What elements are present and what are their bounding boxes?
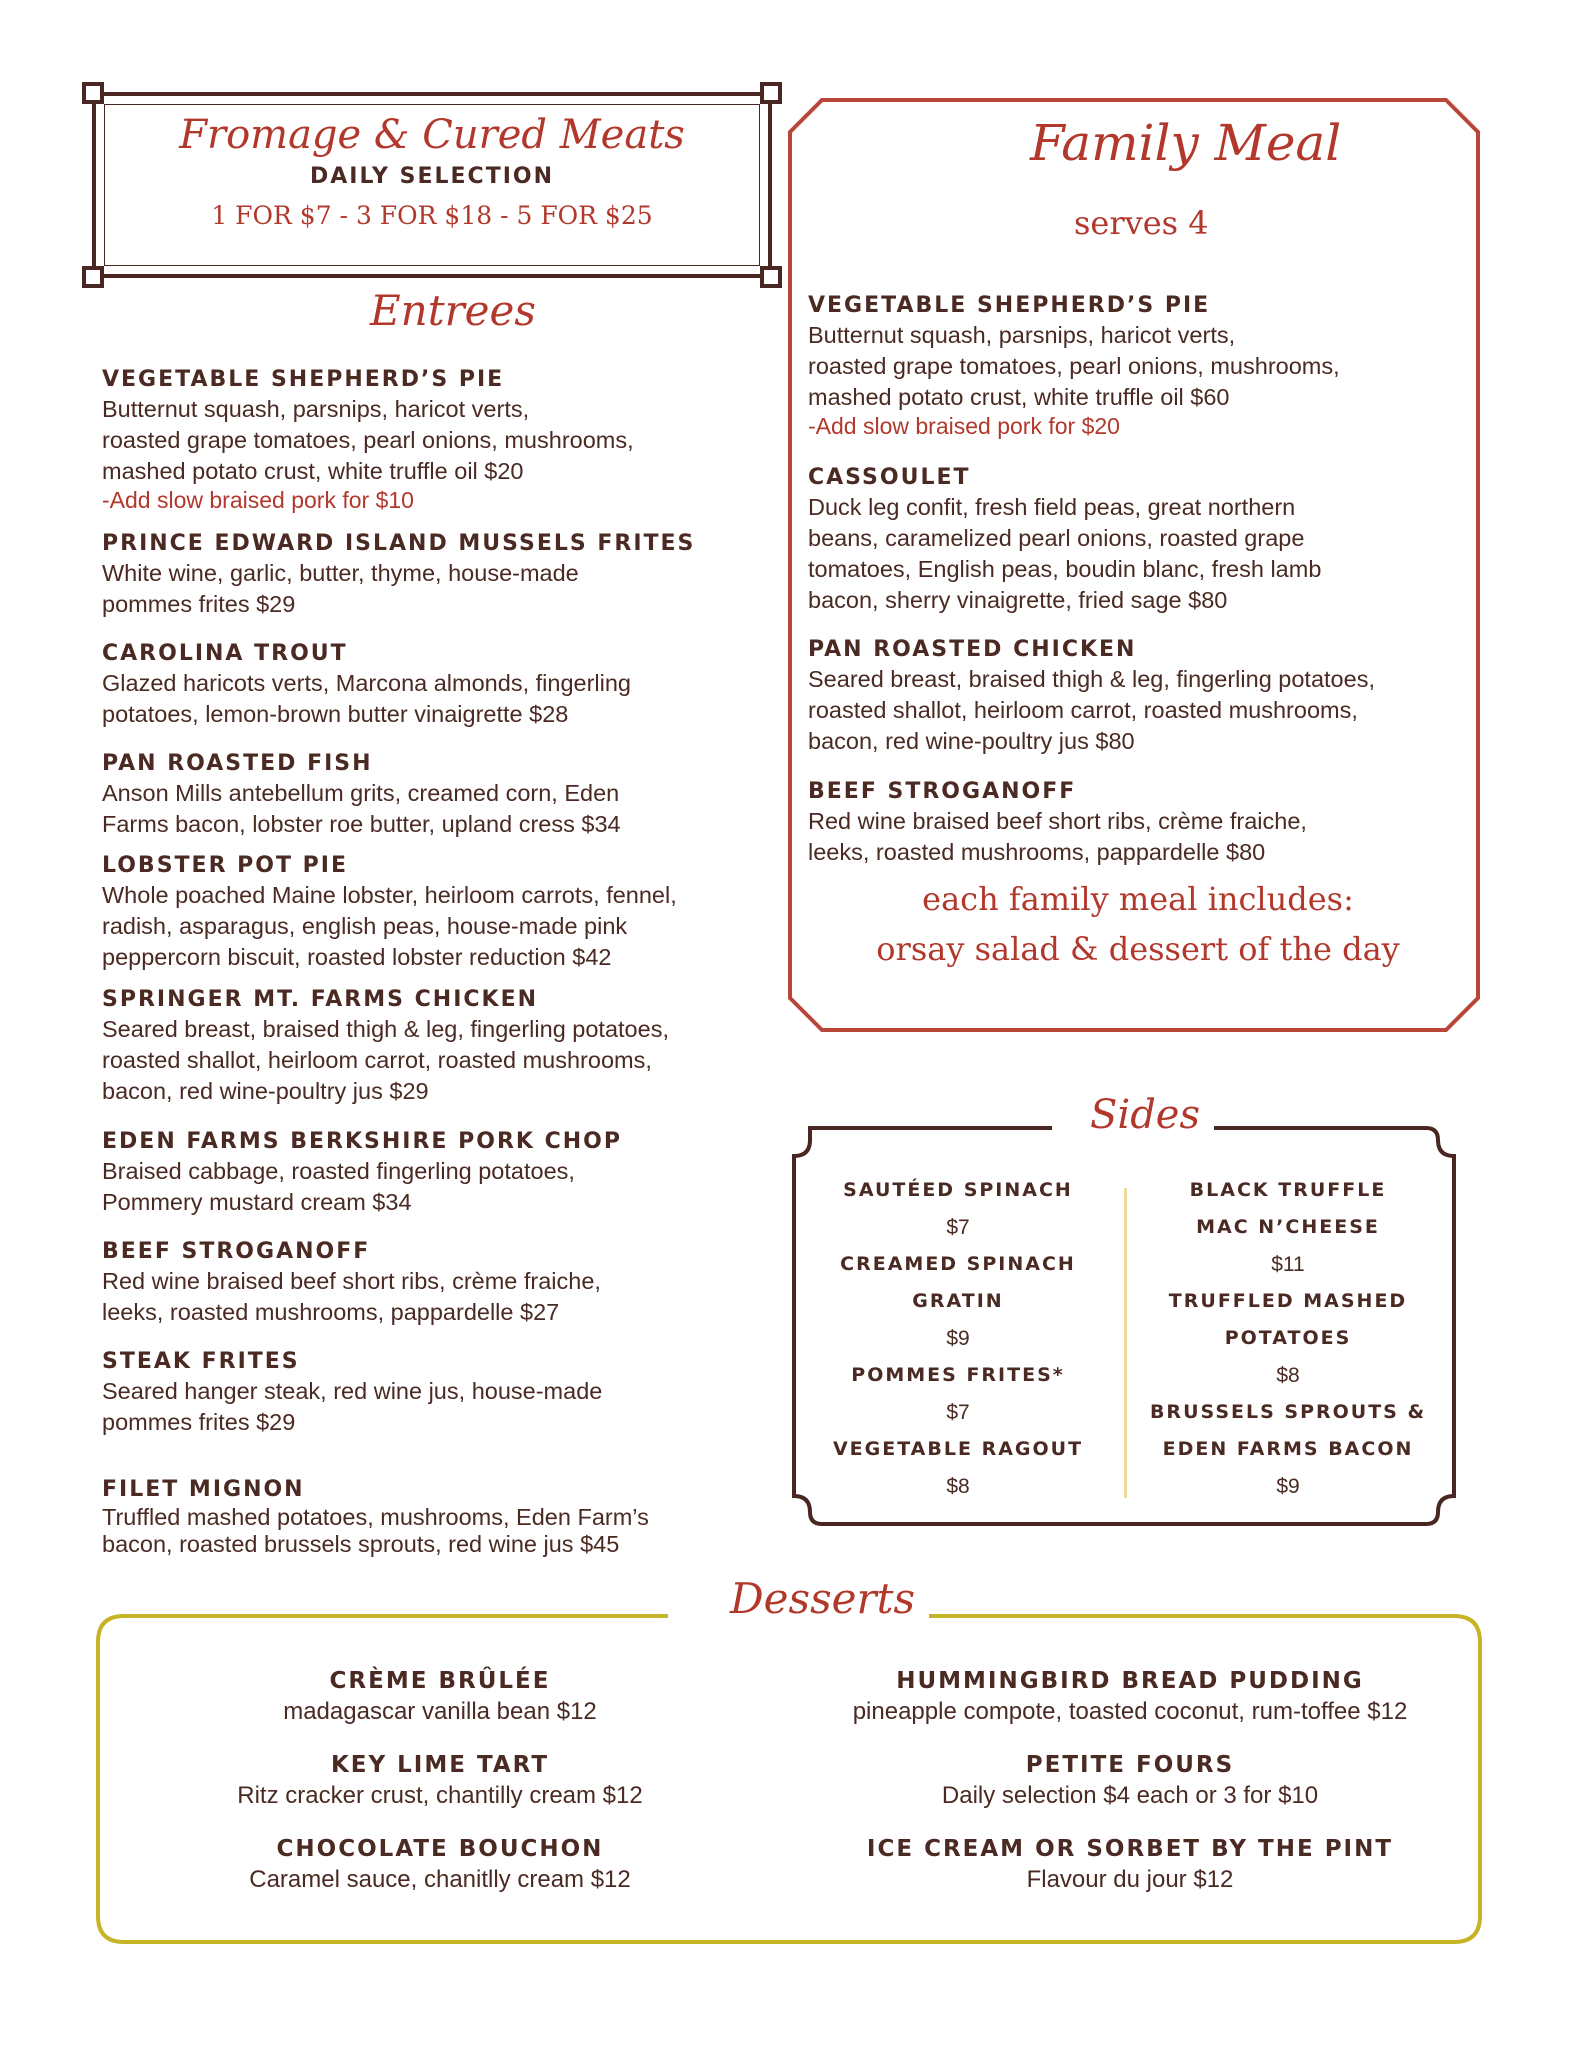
side-name-line2: POTATOES	[1224, 1327, 1352, 1349]
entree-item	[102, 986, 782, 1107]
entree-description: bacon, roasted brussels sprouts, red wine jus $45	[102, 1531, 620, 1557]
family-meal-item-name: PAN ROASTED CHICKEN	[808, 637, 1137, 662]
family-meal-item-description: Butternut squash, parsnips, haricot verts,	[808, 322, 1236, 348]
entree-description: Farms bacon, lobster roe butter, upland cress $34	[102, 811, 621, 837]
desserts-right-column	[790, 1666, 1470, 1896]
dessert-name: CHOCOLATE BOUCHON	[276, 1836, 604, 1862]
side-price: $8	[946, 1475, 970, 1498]
family-meal-item-description: Seared breast, braised thigh & leg, fingerling potatoes,	[808, 666, 1375, 692]
family-meal-item-description: mashed potato crust, white truffle oil $60	[808, 384, 1230, 410]
desserts-left-column	[130, 1666, 750, 1896]
side-name: VEGETABLE RAGOUT	[832, 1438, 1084, 1460]
entree-addon: -Add slow braised pork for $10	[102, 487, 414, 513]
entree-description: bacon, red wine-poultry jus $29	[102, 1078, 429, 1104]
entree-description: Anson Mills antebellum grits, creamed corn, Eden	[102, 780, 620, 806]
family-meal-item-description: bacon, sherry vinaigrette, fried sage $80	[808, 587, 1228, 613]
entree-item	[102, 530, 782, 620]
entree-name: LOBSTER POT PIE	[102, 853, 349, 878]
entree-item	[102, 750, 782, 840]
family-meal-item	[808, 464, 1468, 616]
entree-description: Red wine braised beef short ribs, crème fraiche,	[102, 1268, 601, 1294]
side-name: SAUTÉED SPINACH	[843, 1179, 1073, 1201]
family-meal-item-description: Duck leg confit, fresh field peas, great northern	[808, 494, 1296, 520]
entree-item	[102, 852, 782, 973]
entree-name: PAN ROASTED FISH	[102, 751, 373, 776]
dessert-description: Ritz cracker crust, chantilly cream $12	[237, 1782, 643, 1809]
dessert-name: CRÈME BRÛLÉE	[329, 1668, 551, 1694]
entree-item	[102, 1476, 782, 1558]
side-name: BRUSSELS SPROUTS &	[1149, 1401, 1427, 1423]
side-price: $9	[946, 1327, 970, 1350]
dessert-description: Caramel sauce, chanitlly cream $12	[249, 1866, 631, 1893]
side-price: $8	[1276, 1364, 1300, 1387]
family-meal-addon: -Add slow braised pork for $20	[808, 413, 1120, 439]
family-meal-footer-line2: orsay salad & dessert of the day	[876, 930, 1400, 968]
entree-name: PRINCE EDWARD ISLAND MUSSELS FRITES	[102, 531, 696, 556]
family-meal-item-description: Red wine braised beef short ribs, crème fraiche,	[808, 808, 1307, 834]
dessert-name: KEY LIME TART	[330, 1752, 550, 1778]
entree-name: STEAK FRITES	[102, 1349, 300, 1374]
family-meal-item-description: roasted shallot, heirloom carrot, roasted mushrooms,	[808, 697, 1358, 723]
sides-divider	[1124, 1188, 1127, 1498]
entree-description: leeks, roasted mushrooms, pappardelle $27	[102, 1299, 560, 1325]
side-name: CREAMED SPINACH	[840, 1253, 1076, 1275]
corner-ornament	[760, 82, 782, 104]
entree-description: Seared breast, braised thigh & leg, fingerling potatoes,	[102, 1016, 669, 1042]
entree-name: SPRINGER MT. FARMS CHICKEN	[102, 987, 539, 1012]
family-meal-item-description: beans, caramelized pearl onions, roasted grape	[808, 525, 1305, 551]
entree-description: potatoes, lemon-brown butter vinaigrette $28	[102, 701, 569, 727]
family-meal-item-description: tomatoes, English peas, boudin blanc, fresh lamb	[808, 556, 1322, 582]
family-meal-item	[808, 778, 1468, 868]
entree-description: Braised cabbage, roasted fingerling potatoes,	[102, 1158, 575, 1184]
family-meal-item-name: BEEF STROGANOFF	[808, 779, 1077, 804]
entree-item	[102, 366, 782, 513]
side-name: TRUFFLED MASHED	[1168, 1290, 1408, 1312]
family-meal-title: Family Meal	[1030, 114, 1342, 172]
dessert-description: madagascar vanilla bean $12	[283, 1698, 597, 1725]
family-meal-item	[808, 636, 1468, 757]
entree-description: roasted shallot, heirloom carrot, roasted mushrooms,	[102, 1047, 652, 1073]
entree-item	[102, 640, 782, 730]
side-price: $11	[1271, 1253, 1305, 1276]
entree-description: pommes frites $29	[102, 1409, 296, 1435]
entree-item	[102, 1348, 782, 1438]
entree-description: Whole poached Maine lobster, heirloom carrots, fennel,	[102, 882, 677, 908]
entree-description: peppercorn biscuit, roasted lobster reduction $42	[102, 944, 612, 970]
entree-name: FILET MIGNON	[102, 1477, 305, 1502]
sides-title: Sides	[1076, 1092, 1214, 1138]
entree-description: radish, asparagus, english peas, house-made pink	[102, 913, 628, 939]
side-name-line2: EDEN FARMS BACON	[1162, 1438, 1414, 1460]
dessert-description: Daily selection $4 each or 3 for $10	[941, 1782, 1319, 1809]
fromage-subtitle: DAILY SELECTION	[309, 164, 555, 189]
dessert-name: HUMMINGBIRD BREAD PUDDING	[896, 1668, 1364, 1694]
entree-description: White wine, garlic, butter, thyme, house-made	[102, 560, 579, 586]
dessert-name: ICE CREAM OR SORBET BY THE PINT	[866, 1836, 1394, 1862]
entree-description: Butternut squash, parsnips, haricot verts,	[102, 396, 530, 422]
side-price: $7	[946, 1401, 970, 1424]
family-meal-item-name: VEGETABLE SHEPHERD’S PIE	[808, 293, 1211, 318]
sides-left-column	[808, 1172, 1108, 1505]
entree-name: BEEF STROGANOFF	[102, 1239, 371, 1264]
fromage-prices: 1 FOR $7 - 3 FOR $18 - 5 FOR $25	[211, 201, 653, 230]
entree-name: EDEN FARMS BERKSHIRE PORK CHOP	[102, 1129, 622, 1154]
entree-description: Glazed haricots verts, Marcona almonds, fingerling	[102, 670, 631, 696]
entrees-title: Entrees	[370, 286, 536, 335]
entree-name: VEGETABLE SHEPHERD’S PIE	[102, 367, 505, 392]
family-meal-serves: serves 4	[1074, 204, 1209, 242]
entree-description: roasted grape tomatoes, pearl onions, mushrooms,	[102, 427, 634, 453]
entree-description: mashed potato crust, white truffle oil $20	[102, 458, 524, 484]
entree-item	[102, 1238, 782, 1328]
dessert-description: Flavour du jour $12	[1026, 1866, 1234, 1893]
side-price: $9	[1276, 1475, 1300, 1498]
family-meal-item-description: roasted grape tomatoes, pearl onions, mushrooms,	[808, 353, 1340, 379]
family-meal-footer-line1: each family meal includes:	[922, 880, 1354, 918]
dessert-name: PETITE FOURS	[1025, 1752, 1235, 1778]
family-meal-item-description: bacon, red wine-poultry jus $80	[808, 728, 1135, 754]
corner-ornament	[82, 82, 104, 104]
side-price: $7	[946, 1216, 970, 1239]
family-meal-item	[808, 292, 1468, 439]
family-meal-item-name: CASSOULET	[808, 465, 971, 490]
fromage-panel	[92, 92, 772, 278]
family-meal-item-description: leeks, roasted mushrooms, pappardelle $80	[808, 839, 1266, 865]
entree-description: Seared hanger steak, red wine jus, house-made	[102, 1378, 603, 1404]
corner-ornament	[760, 266, 782, 288]
side-name-line2: MAC N’CHEESE	[1196, 1216, 1380, 1238]
side-name: BLACK TRUFFLE	[1189, 1179, 1387, 1201]
entree-description: Pommery mustard cream $34	[102, 1189, 412, 1215]
desserts-title: Desserts	[716, 1574, 929, 1623]
entree-item	[102, 1128, 782, 1218]
side-name-line2: GRATIN	[912, 1290, 1004, 1312]
fromage-title: Fromage & Cured Meats	[179, 112, 685, 158]
corner-ornament	[82, 266, 104, 288]
side-name: POMMES FRITES*	[851, 1364, 1065, 1386]
entree-description: Truffled mashed potatoes, mushrooms, Eden Farm’s	[102, 1504, 649, 1530]
sides-right-column	[1138, 1172, 1438, 1505]
entree-name: CAROLINA TROUT	[102, 641, 348, 666]
dessert-description: pineapple compote, toasted coconut, rum-toffee $12	[852, 1698, 1408, 1725]
entree-description: pommes frites $29	[102, 591, 296, 617]
